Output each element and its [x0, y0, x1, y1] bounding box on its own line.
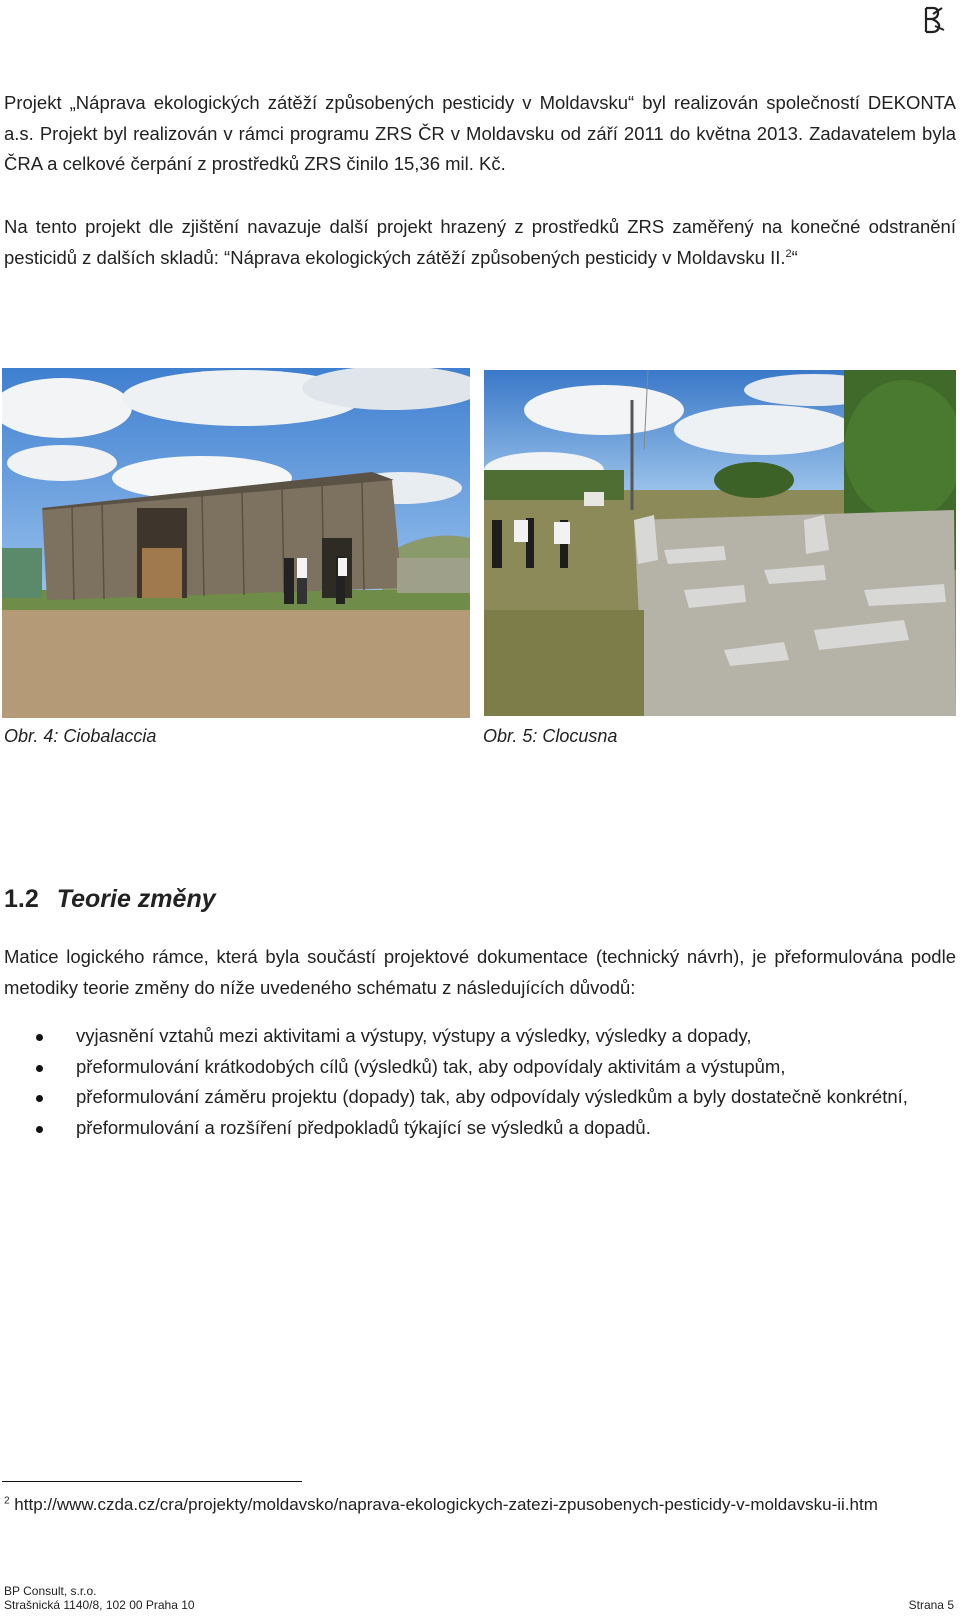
footnote-link[interactable]: http://www.czda.cz/cra/projekty/moldavsko/naprava-ekologickych-zatezi-zpusobenych-pesticidy-v-moldavsku-ii.htm: [14, 1495, 878, 1514]
footer-company: BP Consult, s.r.o.: [4, 1584, 97, 1598]
bullet-icon: [36, 1095, 43, 1102]
paragraph-section-intro: Matice logického rámce, která byla součástí projektové dokumentace (technický návrh), je přeformulována podle metodiky teorie změny do níže uvedeného schématu z následujících důvodů:: [4, 946, 956, 998]
section-number: 1.2: [4, 885, 39, 913]
photo-ciobalaccia: [2, 368, 470, 718]
paragraph-text: Na tento projekt dle zjištění navazuje další projekt hrazený z prostředků ZRS zaměřený na konečné odstranění pesticidů z dalších skladů: “Náprava ekologických zátěží způsobených pesticidy v Moldavsku II.: [4, 216, 956, 268]
bullet-icon: [36, 1126, 43, 1133]
page-footer: [4, 1584, 195, 1612]
footnote-separator: [2, 1481, 302, 1482]
list-item: přeformulování a rozšíření předpokladů týkající se výsledků a dopadů.: [36, 1113, 956, 1144]
footer-address: Strašnická 1140/8, 102 00 Praha 10: [4, 1598, 195, 1612]
paragraph-project-intro: Projekt „Náprava ekologických zátěží způsobených pesticidy v Moldavsku“ byl realizován společností DEKONTA a.s. Projekt byl realizován v rámci programu ZRS ČR v Moldavsku od září 2011 do května 2013. Zadavatelem byla ČRA a celkové čerpání z prostředků ZRS činilo 15,36 mil. Kč.: [4, 92, 956, 174]
page-number: Strana 5: [908, 1598, 954, 1612]
bp-logo-icon: [922, 6, 946, 34]
footnote-ref[interactable]: 2: [785, 247, 792, 260]
figure-caption-5: Obr. 5: Clocusna: [483, 726, 618, 746]
paragraph-follow-up-project: [4, 212, 956, 273]
bullet-icon: [36, 1065, 43, 1072]
bullet-icon: [36, 1034, 43, 1041]
list-item: přeformulování krátkodobých cílů (výsledků) tak, aby odpovídaly aktivitám a výstupům,: [36, 1052, 956, 1083]
footnote: [4, 1492, 904, 1517]
footnote-number: 2: [4, 1495, 10, 1507]
photo-clocusna: [484, 370, 956, 716]
figure-caption-4: Obr. 4: Ciobalaccia: [4, 726, 157, 746]
section-title: Teorie změny: [56, 885, 216, 913]
section-heading: [4, 885, 216, 914]
reasons-list: [36, 1021, 956, 1143]
closing-quote: “: [791, 246, 798, 268]
list-item: vyjasnění vztahů mezi aktivitami a výstupy, výstupy a výsledky, výsledky a dopady,: [36, 1021, 956, 1052]
list-item: přeformulování záměru projektu (dopady) tak, aby odpovídaly výsledkům a byly dostatečně konkrétní,: [36, 1082, 956, 1113]
